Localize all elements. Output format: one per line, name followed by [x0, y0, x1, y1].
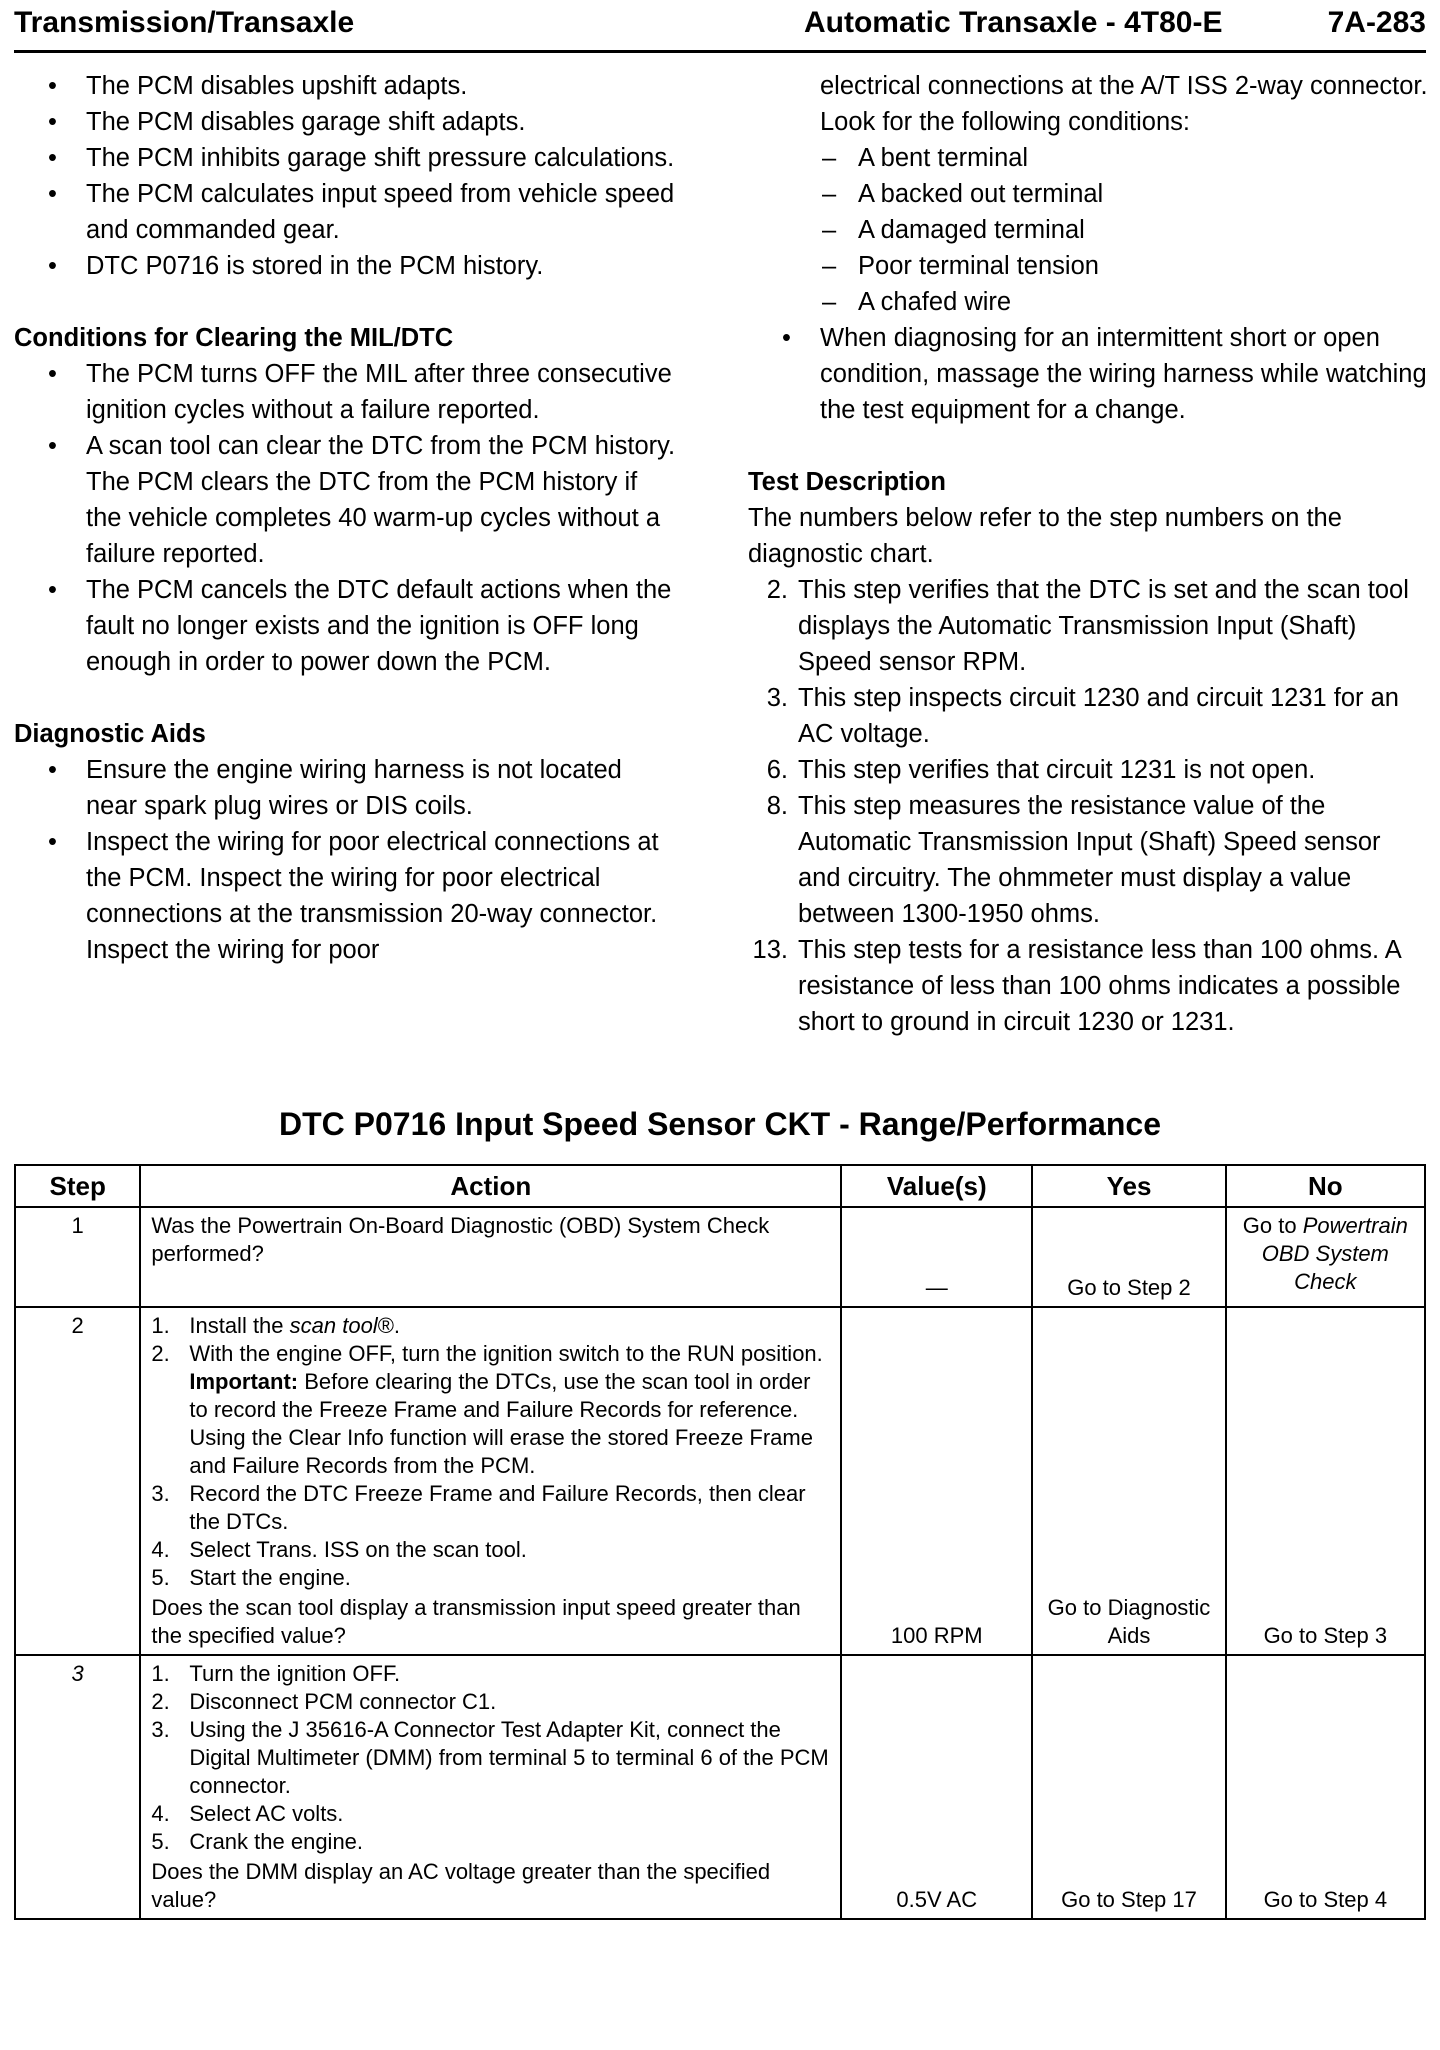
action-number: 2. — [151, 1341, 170, 1366]
step-number: 6. — [766, 756, 788, 784]
conditions-list — [748, 140, 1428, 320]
action-item — [151, 1688, 830, 1716]
action-cell: Was the Powertrain On-Board Diagnostic (OBD) System Check performed? — [140, 1207, 841, 1307]
column-header-values: Value(s) — [841, 1165, 1032, 1207]
important-text: Before clearing the DTCs, use the scan tool in order to record the Freeze Frame and Failure Records for reference. Using the Clear Info function will erase the stored Freeze Frame and Failure Records from the PCM. — [189, 1369, 813, 1478]
action-item — [151, 1536, 830, 1564]
section-title: Transmission/Transaxle — [14, 6, 355, 39]
action-item — [151, 1480, 830, 1536]
table-row — [15, 1207, 1425, 1307]
table-title: DTC P0716 Input Speed Sensor CKT - Range/Performance — [279, 1106, 1161, 1142]
no-cell — [1226, 1207, 1425, 1307]
action-cell — [140, 1655, 841, 1919]
step-text: This step measures the resistance value of the Automatic Transmission Input (Shaft) Speed sensor and circuitry. The ohmmeter must display a value between 1300-1950 ohms. — [798, 792, 1381, 928]
test-description-heading: Test Description — [748, 468, 946, 496]
bullet-item: • A scan tool can clear the DTC from the PCM history. The PCM clears the DTC from the PCM history if the vehicle completes 40 warm-up cycles without a failure reported. — [14, 428, 678, 572]
test-step-item — [748, 680, 1428, 752]
bullet-item: • The PCM cancels the DTC default actions when the fault no longer exists and the ignition is OFF long enough in order to power down the PCM. — [14, 572, 678, 680]
value-cell: 100 RPM — [841, 1307, 1032, 1655]
action-list — [151, 1660, 830, 1856]
action-text: Turn the ignition OFF. — [189, 1661, 401, 1686]
step-cell — [15, 1655, 140, 1919]
action-cell — [140, 1307, 841, 1655]
intro-bullet-list — [14, 68, 678, 284]
action-number: 2. — [151, 1689, 170, 1714]
action-number: 1. — [151, 1313, 170, 1338]
action-number: 3. — [151, 1481, 170, 1506]
action-text: Using the J 35616-A Connector Test Adapter Kit, connect the Digital Multimeter (DMM) from terminal 5 to terminal 6 of the PCM connector. — [189, 1717, 829, 1798]
table-row — [15, 1655, 1425, 1919]
action-number: 4. — [151, 1537, 170, 1562]
column-header-no: No — [1226, 1165, 1425, 1207]
page-number: 7A-283 — [1327, 6, 1426, 39]
column-header-step: Step — [15, 1165, 140, 1207]
step-text: This step inspects circuit 1230 and circuit 1231 for an AC voltage. — [798, 684, 1399, 748]
column-header-action: Action — [140, 1165, 841, 1207]
action-number: 5. — [151, 1829, 170, 1854]
test-step-item — [748, 752, 1428, 788]
intermittent-bullet-list — [748, 320, 1428, 428]
action-item — [151, 1828, 830, 1856]
no-italic-ref: Powertrain OBD System Check — [1261, 1213, 1408, 1294]
value-cell: — — [841, 1207, 1032, 1307]
step-number: 2. — [766, 576, 788, 604]
yes-cell: Go to Step 17 — [1032, 1655, 1225, 1919]
clearing-bullet-list — [14, 356, 678, 680]
bullet-item: • DTC P0716 is stored in the PCM history. — [14, 248, 678, 284]
action-text: Start the engine. — [189, 1565, 351, 1590]
step-number: 3 — [71, 1661, 84, 1686]
no-prefix: Go to — [1242, 1213, 1303, 1238]
condition-item: – A damaged terminal — [748, 212, 1428, 248]
header-rule — [14, 50, 1426, 53]
action-text: Crank the engine. — [189, 1829, 364, 1854]
action-text: Disconnect PCM connector C1. — [189, 1689, 497, 1714]
action-text: Install the — [189, 1313, 290, 1338]
test-step-item — [748, 572, 1428, 680]
right-column — [748, 68, 1428, 1040]
no-cell: Go to Step 3 — [1226, 1307, 1425, 1655]
table-row — [15, 1307, 1425, 1655]
left-column — [14, 68, 678, 968]
step-cell: 2 — [15, 1307, 140, 1655]
action-question: Does the scan tool display a transmission input speed greater than the specified value? — [151, 1595, 801, 1648]
bullet-item: • Ensure the engine wiring harness is not located near spark plug wires or DIS coils. — [14, 752, 678, 824]
action-text: Record the DTC Freeze Frame and Failure Records, then clear the DTCs. — [189, 1481, 806, 1534]
value-cell: 0.5V AC — [841, 1655, 1032, 1919]
aids-bullet-list — [14, 752, 678, 968]
action-list — [151, 1312, 830, 1368]
action-question: Does the DMM display an AC voltage greater than the specified value? — [151, 1859, 771, 1912]
action-number: 4. — [151, 1801, 170, 1826]
bullet-item: • Inspect the wiring for poor electrical connections at the PCM. Inspect the wiring for poor electrical connections at the transmission 20-way connector. Inspect the wiring for poor — [14, 824, 678, 968]
step-cell: 1 — [15, 1207, 140, 1307]
step-text: This step tests for a resistance less than 100 ohms. A resistance of less than 100 ohms indicates a possible short to ground in circuit 1230 or 1231. — [798, 936, 1401, 1036]
test-intro: The numbers below refer to the step numbers on the diagnostic chart. — [748, 504, 1342, 568]
action-text: With the engine OFF, turn the ignition switch to the RUN position. — [189, 1341, 823, 1366]
yes-cell: Go to Step 2 — [1032, 1207, 1225, 1307]
bullet-item: • The PCM disables upshift adapts. — [14, 68, 678, 104]
bullet-item: • The PCM turns OFF the MIL after three consecutive ignition cycles without a failure reported. — [14, 356, 678, 428]
diagnostic-table — [14, 1164, 1426, 1920]
clearing-heading: Conditions for Clearing the MIL/DTC — [14, 324, 454, 352]
condition-item: – A bent terminal — [748, 140, 1428, 176]
action-item — [151, 1660, 830, 1688]
step-number: 3. — [766, 684, 788, 712]
action-list — [151, 1480, 830, 1592]
step-text: This step verifies that circuit 1231 is not open. — [798, 756, 1316, 784]
action-text: Select Trans. ISS on the scan tool. — [189, 1537, 527, 1562]
step-number: 8. — [766, 792, 788, 820]
action-number: 3. — [151, 1717, 170, 1742]
bullet-item: • The PCM calculates input speed from vehicle speed and commanded gear. — [14, 176, 678, 248]
action-item — [151, 1312, 830, 1340]
condition-item: – A backed out terminal — [748, 176, 1428, 212]
bullet-item: • The PCM disables garage shift adapts. — [14, 104, 678, 140]
step-text: This step verifies that the DTC is set and the scan tool displays the Automatic Transmission Input (Shaft) Speed sensor RPM. — [798, 576, 1409, 676]
chapter-title: Automatic Transaxle - 4T80-E — [804, 6, 1223, 39]
page-header — [14, 2, 1426, 52]
action-item — [151, 1800, 830, 1828]
column-header-yes: Yes — [1032, 1165, 1225, 1207]
action-italic: scan tool — [289, 1313, 378, 1338]
action-number: 5. — [151, 1565, 170, 1590]
no-cell: Go to Step 4 — [1226, 1655, 1425, 1919]
important-label: Important: — [189, 1369, 299, 1394]
important-note — [151, 1368, 830, 1480]
action-text: Select AC volts. — [189, 1801, 344, 1826]
diagnostic-aids-heading: Diagnostic Aids — [14, 720, 206, 748]
bullet-item: • The PCM inhibits garage shift pressure calculations. — [14, 140, 678, 176]
action-item — [151, 1340, 830, 1368]
test-step-item — [748, 932, 1428, 1040]
action-item — [151, 1716, 830, 1800]
bullet-item: • When diagnosing for an intermittent short or open condition, massage the wiring harness while watching the test equipment for a change. — [748, 320, 1428, 428]
action-number: 1. — [151, 1661, 170, 1686]
test-step-item — [748, 788, 1428, 932]
test-steps-list — [748, 572, 1428, 1040]
yes-cell: Go to Diagnostic Aids — [1032, 1307, 1225, 1655]
condition-item: – Poor terminal tension — [748, 248, 1428, 284]
action-text: ®. — [377, 1313, 401, 1338]
continued-text: electrical connections at the A/T ISS 2-way connector. Look for the following conditions: — [820, 72, 1428, 136]
action-item — [151, 1564, 830, 1592]
step-number: 13. — [752, 936, 788, 964]
condition-item: – A chafed wire — [748, 284, 1428, 320]
table-header-row — [15, 1165, 1425, 1207]
